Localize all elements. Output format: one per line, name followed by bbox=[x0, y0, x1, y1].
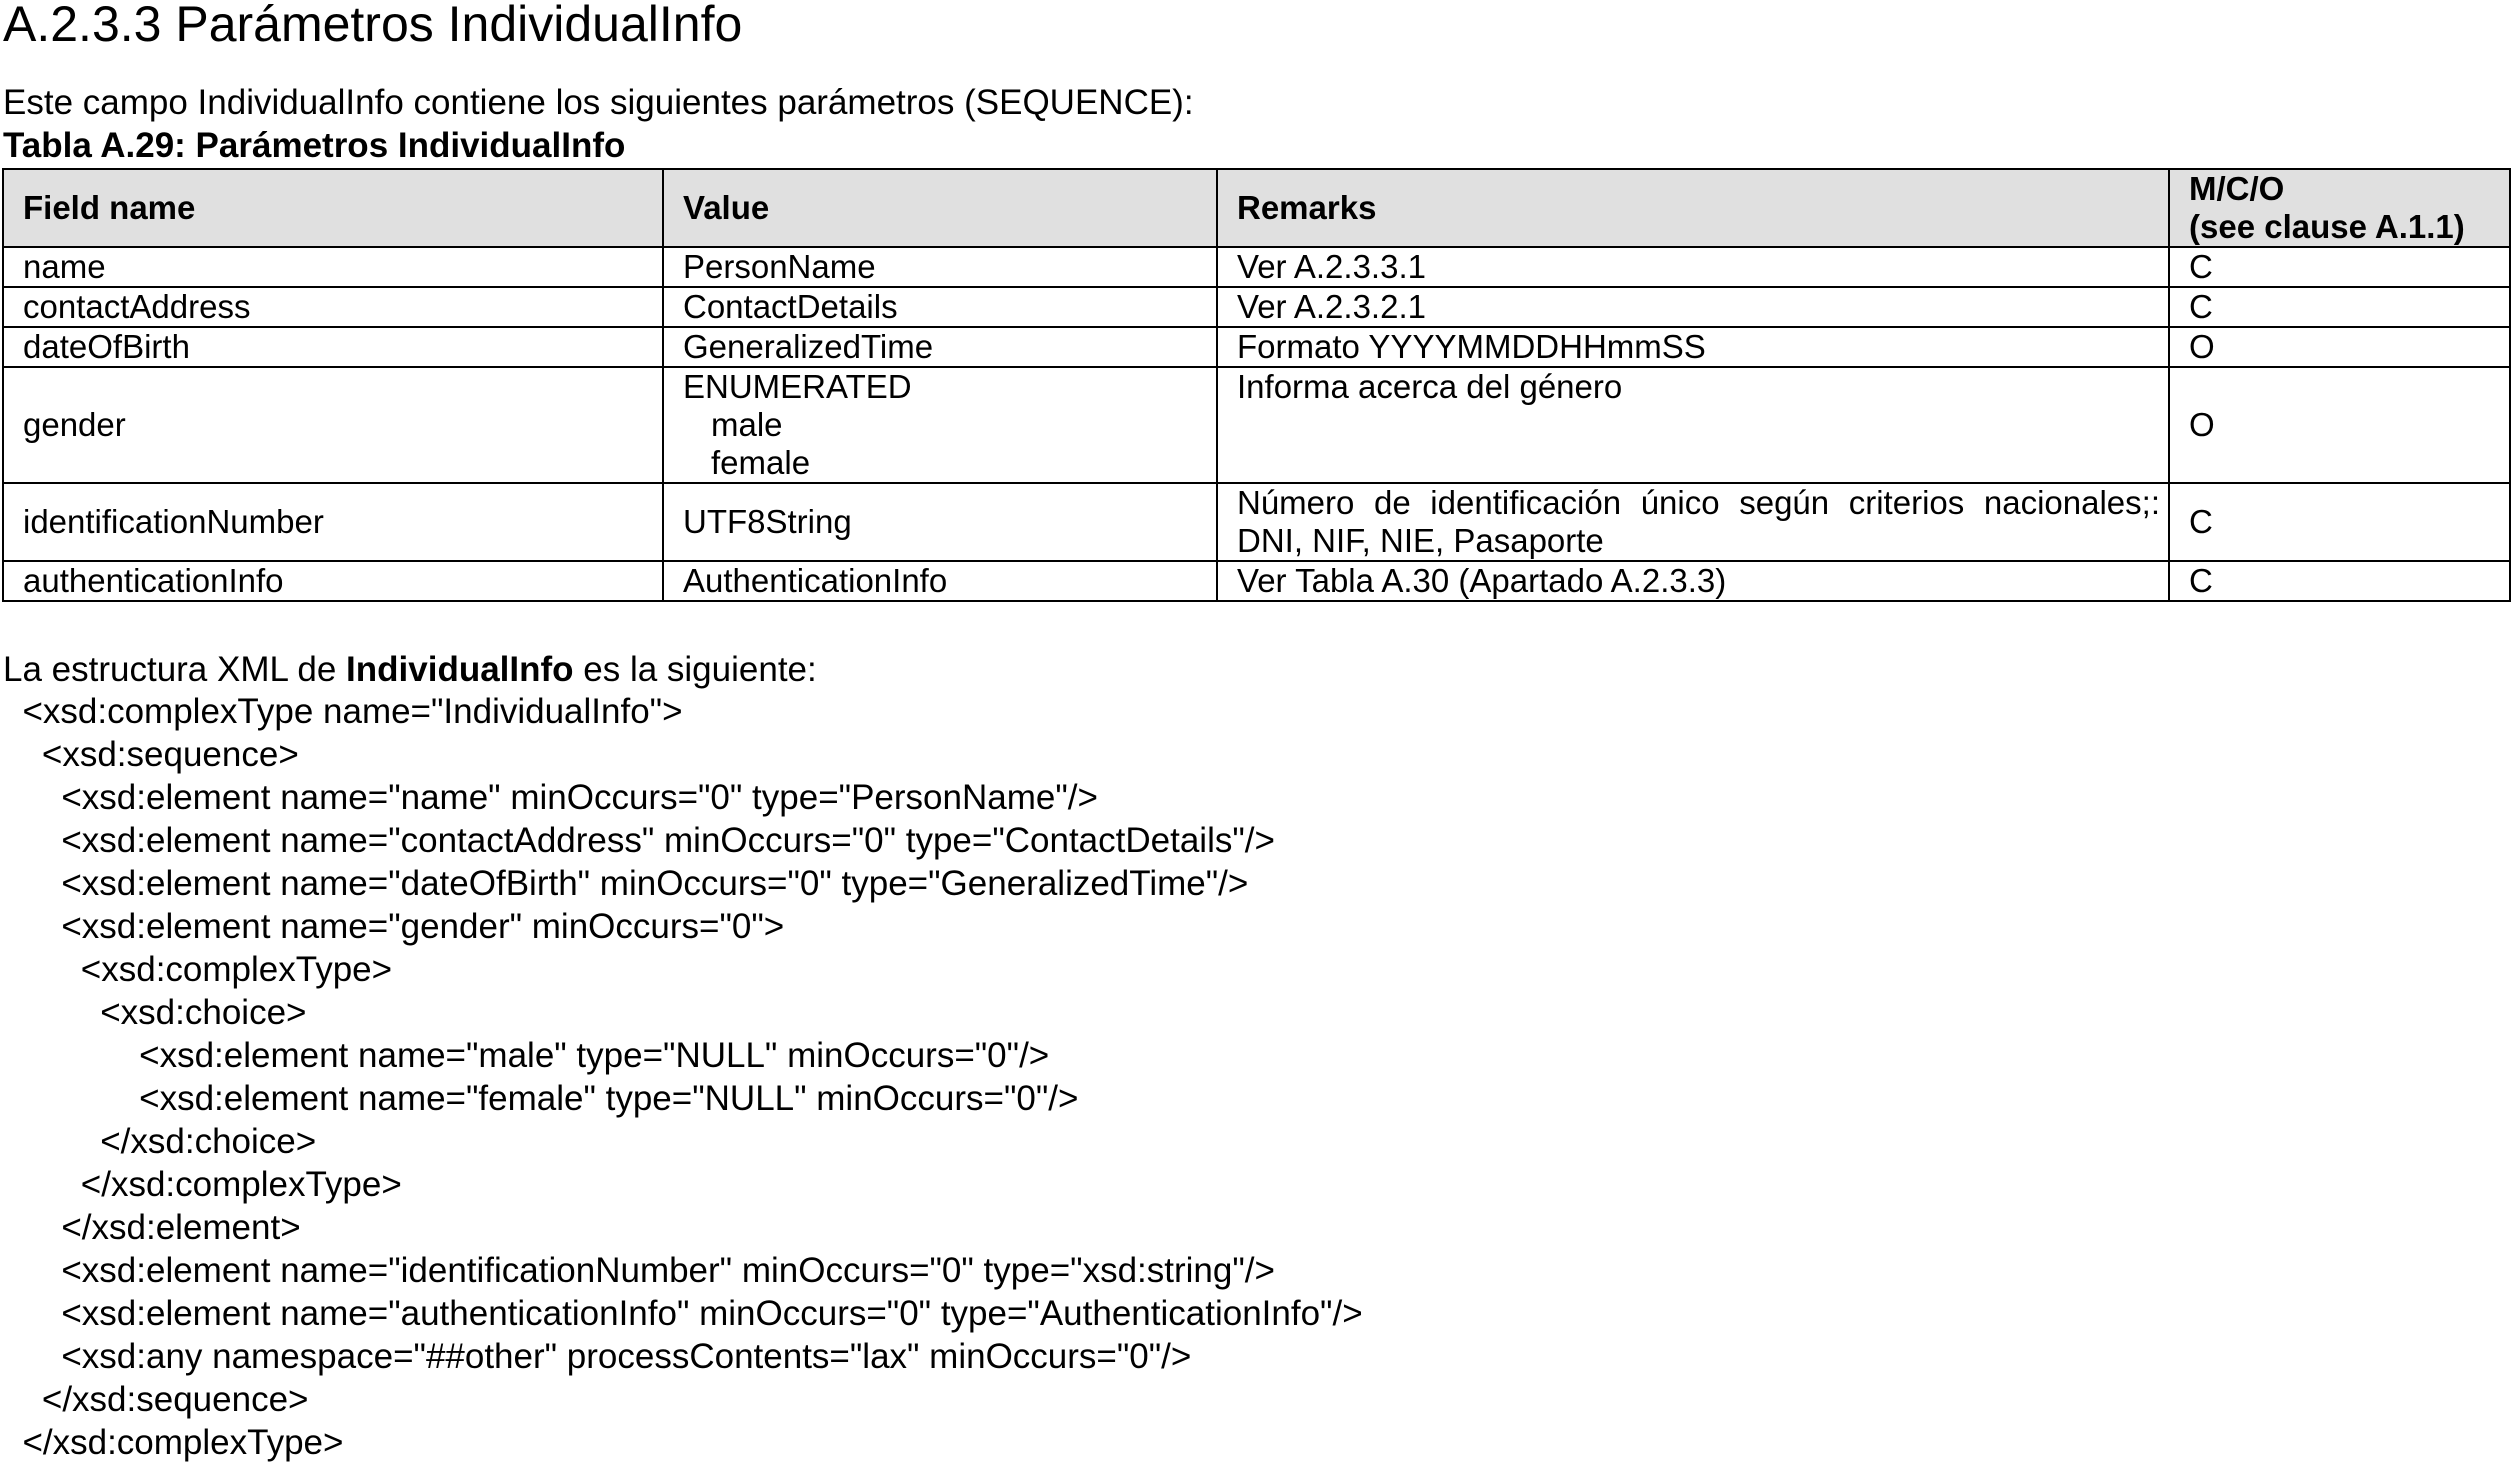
table-row bbox=[3, 483, 2510, 561]
cell-mco: C bbox=[2169, 287, 2510, 327]
code-line: <xsd:complexType name="IndividualInfo"> bbox=[3, 692, 683, 731]
table-row bbox=[3, 367, 2510, 483]
code-line: </xsd:element> bbox=[3, 1208, 301, 1247]
cell-value-enum-item: male bbox=[711, 406, 783, 443]
code-line: <xsd:element name="gender" minOccurs="0"> bbox=[3, 907, 785, 946]
cell-remarks: Informa acerca del género bbox=[1217, 367, 2169, 483]
header-mco-line2: (see clause A.1.1) bbox=[2189, 208, 2465, 245]
header-mco bbox=[2169, 169, 2510, 247]
code-line: <xsd:element name="name" minOccurs="0" type="PersonName"/> bbox=[3, 778, 1098, 817]
cell-value: PersonName bbox=[663, 247, 1217, 287]
cell-value: AuthenticationInfo bbox=[663, 561, 1217, 601]
code-line: </xsd:sequence> bbox=[3, 1380, 309, 1419]
code-line: <xsd:element name="male" type="NULL" minOccurs="0"/> bbox=[3, 1036, 1050, 1075]
cell-value-enum-item: female bbox=[711, 444, 811, 481]
code-line: <xsd:complexType> bbox=[3, 950, 393, 989]
cell-mco: O bbox=[2169, 327, 2510, 367]
cell-mco: C bbox=[2169, 247, 2510, 287]
xml-code-block bbox=[3, 690, 1363, 1464]
section-heading: A.2.3.3 Parámetros IndividualInfo bbox=[3, 0, 743, 52]
code-line: <xsd:element name="dateOfBirth" minOccurs="0" type="GeneralizedTime"/> bbox=[3, 864, 1249, 903]
xml-intro-text: La estructura XML de bbox=[3, 650, 347, 689]
cell-mco: C bbox=[2169, 561, 2510, 601]
cell-remarks: Ver A.2.3.3.1 bbox=[1217, 247, 2169, 287]
parameters-table bbox=[2, 168, 2511, 602]
code-line: <xsd:element name="authenticationInfo" minOccurs="0" type="AuthenticationInfo"/> bbox=[3, 1294, 1363, 1333]
code-line: </xsd:complexType> bbox=[3, 1423, 344, 1462]
table-row bbox=[3, 327, 2510, 367]
header-mco-line1: M/C/O bbox=[2189, 170, 2285, 207]
cell-mco: C bbox=[2169, 483, 2510, 561]
code-line: <xsd:choice> bbox=[3, 993, 307, 1032]
header-remarks: Remarks bbox=[1217, 169, 2169, 247]
code-line: <xsd:any namespace="##other" processContents="lax" minOccurs="0"/> bbox=[3, 1337, 1192, 1376]
intro-paragraph: Este campo IndividualInfo contiene los siguientes parámetros (SEQUENCE): bbox=[3, 83, 1194, 122]
table-row bbox=[3, 561, 2510, 601]
code-line: <xsd:element name="identificationNumber" minOccurs="0" type="xsd:string"/> bbox=[3, 1251, 1275, 1290]
xml-intro-type-name: IndividualInfo bbox=[346, 650, 574, 689]
xml-intro-paragraph bbox=[3, 648, 817, 691]
cell-mco: O bbox=[2169, 367, 2510, 483]
cell-remarks: Ver Tabla A.30 (Apartado A.2.3.3) bbox=[1217, 561, 2169, 601]
code-line: <xsd:element name="contactAddress" minOccurs="0" type="ContactDetails"/> bbox=[3, 821, 1275, 860]
cell-field-name: contactAddress bbox=[3, 287, 663, 327]
table-header-row bbox=[3, 169, 2510, 247]
cell-value: UTF8String bbox=[663, 483, 1217, 561]
cell-value: GeneralizedTime bbox=[663, 327, 1217, 367]
cell-remarks: Número de identificación único según criterios nacionales;: DNI, NIF, NIE, Pasaporte bbox=[1217, 483, 2169, 561]
code-line: </xsd:choice> bbox=[3, 1122, 317, 1161]
code-line: </xsd:complexType> bbox=[3, 1165, 402, 1204]
code-line: <xsd:element name="female" type="NULL" minOccurs="0"/> bbox=[3, 1079, 1079, 1118]
cell-value: ContactDetails bbox=[663, 287, 1217, 327]
cell-value-enum: ENUMERATED bbox=[683, 368, 912, 405]
cell-field-name: identificationNumber bbox=[3, 483, 663, 561]
table-row bbox=[3, 287, 2510, 327]
cell-remarks: Ver A.2.3.2.1 bbox=[1217, 287, 2169, 327]
cell-field-name: dateOfBirth bbox=[3, 327, 663, 367]
table-row bbox=[3, 247, 2510, 287]
xml-intro-text-end: es la siguiente: bbox=[573, 650, 817, 689]
header-field-name: Field name bbox=[3, 169, 663, 247]
cell-field-name: authenticationInfo bbox=[3, 561, 663, 601]
cell-remarks: Formato YYYYMMDDHHmmSS bbox=[1217, 327, 2169, 367]
header-value: Value bbox=[663, 169, 1217, 247]
table-caption: Tabla A.29: Parámetros IndividualInfo bbox=[3, 126, 626, 165]
code-line: <xsd:sequence> bbox=[3, 735, 299, 774]
cell-field-name: gender bbox=[3, 367, 663, 483]
cell-field-name: name bbox=[3, 247, 663, 287]
cell-value bbox=[663, 367, 1217, 483]
